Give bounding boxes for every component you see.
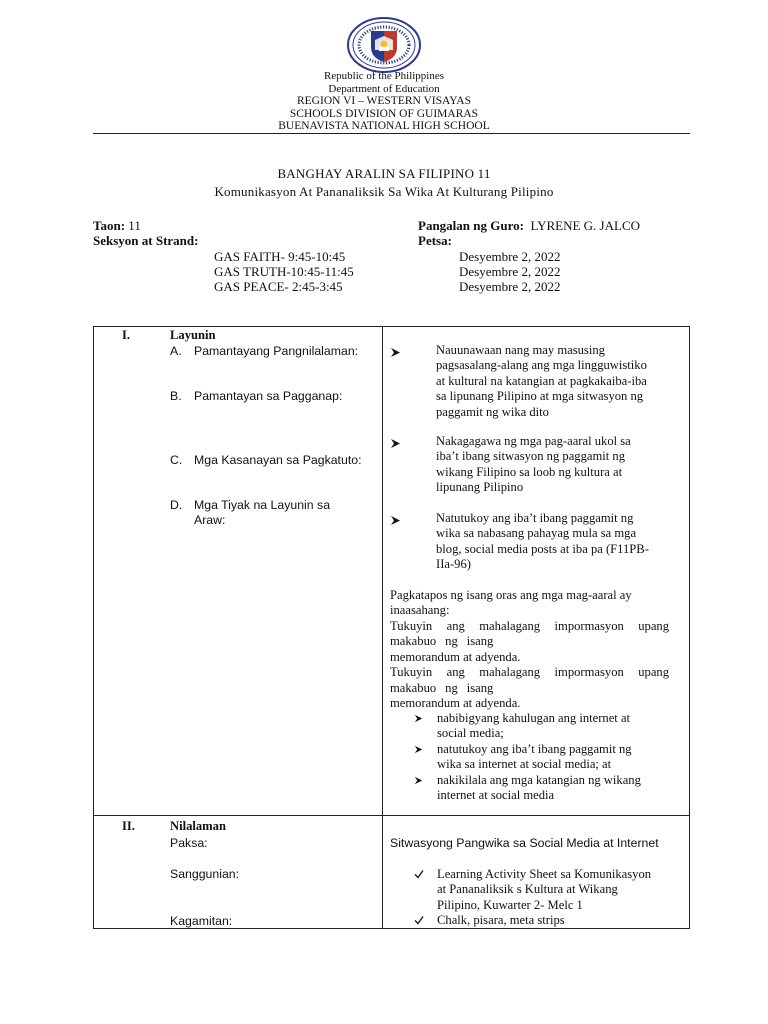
guro-label: Pangalan ng Guro: (418, 218, 524, 233)
sanggunian-value: Learning Activity Sheet sa Komunikasyon at Pananaliksik s Kultura at Wikang Pilipino, Kuwarter 2- Melc 1 (437, 867, 652, 912)
seksyon-label: Seksyon at Strand: (93, 233, 199, 248)
small-bullet-3: nakikilala ang mga katangian ng wikang internet at social media (437, 773, 641, 803)
schedule-section-2: GAS TRUTH-10:45-11:45 (214, 264, 354, 279)
item-d-text-2: Araw: (194, 513, 226, 527)
arrowhead-bullet-icon (390, 438, 401, 449)
sanggunian-label: Sanggunian: (170, 867, 240, 881)
country-line: Republic of the Philippines (323, 70, 445, 82)
schedule-date-2: Desyembre 2, 2022 (459, 264, 561, 279)
arrowhead-bullet-icon (390, 515, 401, 526)
checkmark-icon (414, 915, 424, 925)
item-b-text: Pamantayan sa Pagganap: (194, 389, 343, 403)
region-line: REGION VI – WESTERN VISAYAS (296, 95, 471, 107)
section1-numeral: I. (122, 328, 131, 342)
item-a-text: Pamantayang Pangnilalaman: (194, 344, 359, 358)
deped-seal-icon (344, 16, 424, 74)
small-bullet-1: nabibigyang kahulugan ang internet at social media; (437, 711, 631, 741)
division-line: SCHOOLS DIVISION OF GUIMARAS (289, 108, 479, 120)
taon-label: Taon: (93, 218, 126, 233)
taon-row (93, 218, 141, 233)
arrowhead-bullet-icon (390, 347, 401, 358)
arrowhead-bullet-icon (414, 776, 423, 785)
petsa-label: Petsa: (418, 233, 452, 248)
schedule-section-3: GAS PEACE- 2:45-3:45 (214, 279, 343, 294)
table-column-divider (382, 326, 383, 929)
item-d-text-1: Mga Tiyak na Layunin sa (194, 498, 331, 512)
paksa-value: Sitwasyong Pangwika sa Social Media at Internet (390, 836, 659, 850)
objectives-lines: Tukuyin ang mahalagang impormasyon upang makabuo ng isang memorandum at adyenda. Tukuyin ang mahalagang impormasyon upang makabuo ng isang memorandum at adyenda. (390, 619, 669, 711)
paksa-label: Paksa: (170, 836, 208, 850)
lesson-plan-subtitle: Komunikasyon At Pananaliksik Sa Wika At Kulturang Pilipino (214, 184, 554, 199)
arrow-bullet-2: Nakagagawa ng mga pag-aaral ukol sa iba’t ibang sitwasyon ng paggamit ng wikang Filipino sa loob ng kultura at lipunang Pilipino (436, 434, 631, 495)
small-bullet-2: natutukoy ang iba’t ibang paggamit ng wika sa internet at social media; at (437, 742, 632, 772)
section2-numeral: II. (122, 819, 135, 833)
schedule-date-1: Desyembre 2, 2022 (459, 249, 561, 264)
section1-heading: Layunin (170, 328, 216, 342)
arrowhead-bullet-icon (414, 745, 423, 754)
taon-value: 11 (128, 218, 141, 233)
arrow-bullet-1: Nauunawaan nang may masusing pagsasalang-alang ang mga lingguwistiko at kultural na katangian at pagkakaiba-iba sa lipunang Pilipino at mga sitwasyon ng paggamit ng wika dito (436, 343, 647, 419)
item-d-letter: D. (170, 498, 183, 512)
item-b-letter: B. (170, 389, 182, 403)
table-row-divider (93, 815, 690, 816)
schedule-date-3: Desyembre 2, 2022 (459, 279, 561, 294)
department-line: Department of Education (328, 83, 440, 95)
item-c-letter: C. (170, 453, 183, 467)
arrowhead-bullet-icon (414, 714, 423, 723)
guro-value: LYRENE G. JALCO (530, 218, 641, 233)
header-rule (93, 133, 690, 134)
guro-row (418, 218, 640, 233)
item-a-letter: A. (170, 344, 182, 358)
section2-heading: Nilalaman (170, 819, 226, 833)
school-line: BUENAVISTA NATIONAL HIGH SCHOOL (278, 120, 490, 132)
item-c-text: Mga Kasanayan sa Pagkatuto: (194, 453, 362, 467)
checkmark-icon (414, 869, 424, 879)
lesson-plan-title: BANGHAY ARALIN SA FILIPINO 11 (277, 166, 491, 181)
objectives-intro: Pagkatapos ng isang oras ang mga mag-aaral ay inaasahang: (390, 588, 632, 618)
schedule-section-1: GAS FAITH- 9:45-10:45 (214, 249, 346, 264)
kagamitan-value: Chalk, pisara, meta strips (437, 913, 565, 927)
kagamitan-label: Kagamitan: (170, 914, 233, 928)
arrow-bullet-3: Natutukoy ang iba’t ibang paggamit ng wika sa nabasang pahayag mula sa mga blog, social media posts at iba pa (F11PB- IIa-96) (436, 511, 649, 572)
